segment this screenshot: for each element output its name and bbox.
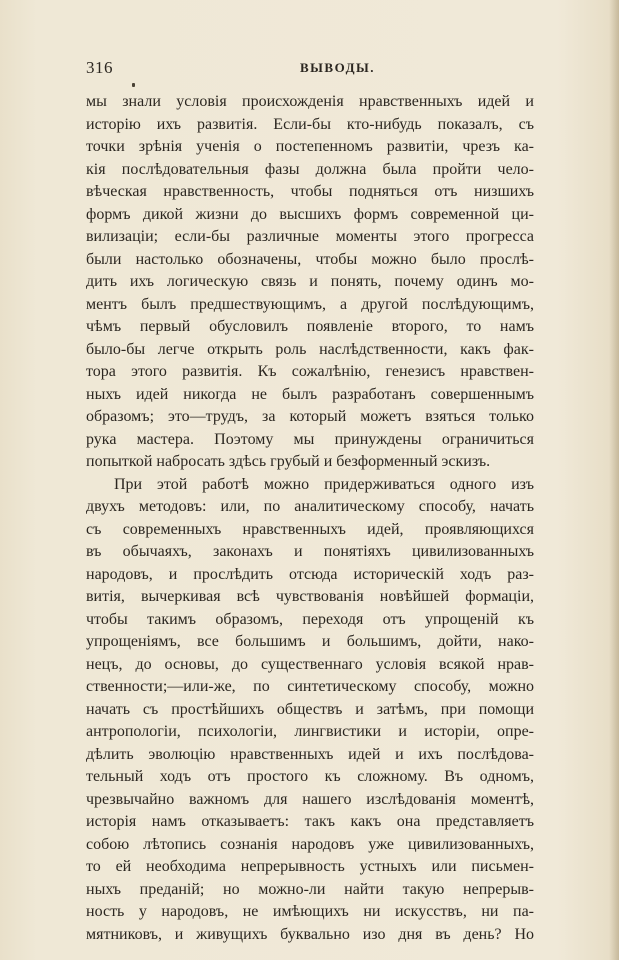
text-line: ственности;—или-же, по синтетическому способу, можно xyxy=(86,678,534,695)
text-line: формъ дикой жизни до высшихъ формъ современной ци- xyxy=(86,205,534,223)
text-line: начать съ простѣйшихъ обществъ и затѣмъ, при помощи xyxy=(86,700,534,718)
text-line: то ей необходима непрерывность устныхъ или письмен- xyxy=(86,858,534,875)
text-line: ментъ былъ предшествующимъ, а другой послѣдующимъ, xyxy=(86,295,534,313)
text-line: При этой работѣ можно придерживаться одного изъ xyxy=(114,475,534,493)
text-line: чтобы такимъ образомъ, переходя отъ упрощеній къ xyxy=(86,610,534,628)
text-line: были настолько обозначены, чтобы можно было прослѣ- xyxy=(86,250,534,268)
text-line: образомъ; это—трудъ, за который можетъ взяться только xyxy=(86,408,534,425)
text-line: нецъ, до основы, до существеннаго условія всякой нрав- xyxy=(86,655,534,673)
text-line: ныхъ преданій; но можно-ли найти такую непрерыв- xyxy=(86,880,534,898)
text-line: двухъ методовъ: или, по аналитическому способу, начать xyxy=(86,498,534,515)
text-line: съ современныхъ нравственныхъ идей, проявляющихся xyxy=(86,520,534,538)
text-line: рука мастера. Поэтому мы принуждены ограничиться xyxy=(86,430,534,448)
text-line: дѣлить эволюцію нравственныхъ идей и ихъ послѣдова- xyxy=(86,745,534,763)
text-line: собою лѣтопись сознанія народовъ уже цивилизованныхъ, xyxy=(86,835,534,853)
text-line: мятниковъ, и живущихъ буквально изо дня въ день? Но xyxy=(86,925,534,943)
text-line: исторія намъ отказываетъ: такъ какъ она представляетъ xyxy=(86,813,534,830)
text-line: мы знали условія происхожденія нравственныхъ идей и xyxy=(86,93,534,110)
text-line: тельный ходъ отъ простого къ сложному. Въ одномъ, xyxy=(86,768,534,785)
text-line: тора этого развитія. Къ сожалѣнію, генезисъ нравствен- xyxy=(86,363,534,380)
text-line: вѣческая нравственность, чтобы подняться отъ низшихъ xyxy=(86,183,534,200)
text-line: чрезвычайно важномъ для нашего изслѣдованія моментѣ, xyxy=(86,790,534,808)
text-line: было-бы легче открыть роль наслѣдственности, какъ фак- xyxy=(86,340,534,358)
text-line: витія, вычеркивая всѣ чувствованія новѣйшей формаціи, xyxy=(86,588,534,605)
text-line: народовъ, и прослѣдить отсюда историческій ходъ раз- xyxy=(86,565,534,583)
text-line: антропологіи, психологіи, лингвистики и исторіи, опре- xyxy=(86,723,534,740)
text-line: кія послѣдовательныя фазы должна была пройти чело- xyxy=(86,160,534,178)
text-line: ныхъ идей никогда не былъ разработанъ совершеннымъ xyxy=(86,385,534,403)
body-text xyxy=(86,91,534,946)
text-line: чѣмъ первый обусловилъ появленіе второго, то намъ xyxy=(86,318,534,335)
text-line: въ обычаяхъ, законахъ и понятіяхъ цивилизованныхъ xyxy=(86,543,534,560)
text-line: попыткой набросать здѣсь грубый и безформенный эскизъ. xyxy=(86,453,491,470)
page-number: 316 xyxy=(86,58,113,77)
text-line: ность у народовъ, не имѣющихъ ни искусствъ, ни па- xyxy=(86,903,534,920)
text-line: вилизаціи; если-бы различные моменты этого прогресса xyxy=(86,228,534,245)
page-edge-shadow xyxy=(609,0,619,960)
text-line: упрощеніямъ, все большимъ и большимъ, дойти, нако- xyxy=(86,633,534,650)
page-header xyxy=(86,58,534,80)
text-line: исторію ихъ развитія. Если-бы кто-нибудь показалъ, съ xyxy=(86,115,534,133)
running-title: ВЫВОДЫ. xyxy=(300,60,376,75)
text-line: дить ихъ логическую связь и понять, почему одинъ мо- xyxy=(86,273,534,290)
ink-speck xyxy=(132,83,135,87)
text-line: точки зрѣнія ученія о постепенномъ развитіи, чрезъ ка- xyxy=(86,138,534,155)
